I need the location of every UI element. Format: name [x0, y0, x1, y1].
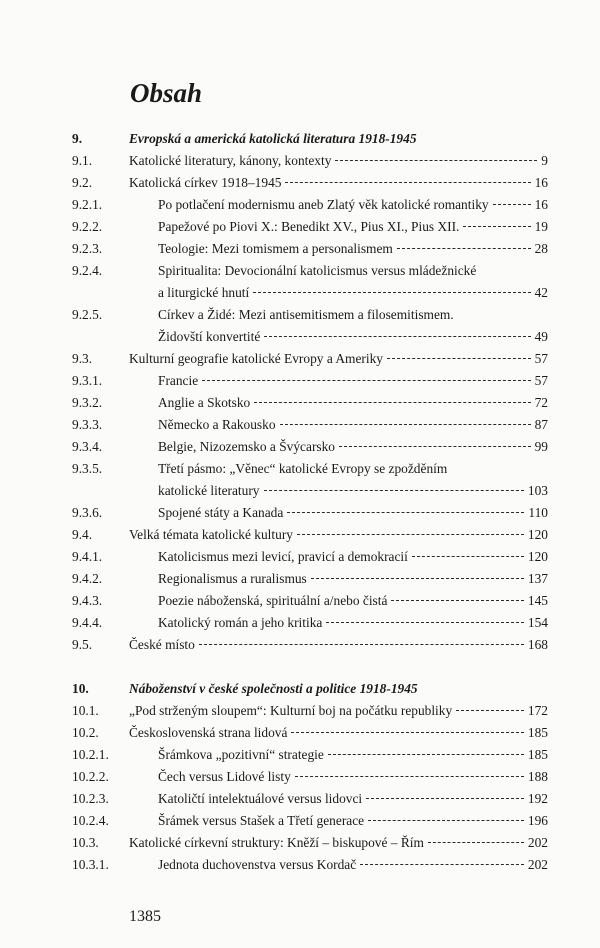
toc-entry-body — [129, 152, 548, 170]
toc-entry-number: 9.3.4. — [72, 439, 103, 454]
toc-entry-title: Německo a Rakousko — [158, 417, 276, 432]
toc-entry-body — [158, 218, 548, 236]
toc-entry-number: 10.1. — [72, 703, 99, 718]
toc-entry-title: Velká témata katolické kultury — [129, 527, 293, 542]
dot-leader — [295, 776, 524, 777]
toc-entry-title: Belgie, Nizozemsko a Švýcarsko — [158, 439, 336, 454]
table-of-contents — [0, 130, 600, 878]
toc-entry-number: 10.2.1. — [72, 747, 109, 762]
toc-entry — [0, 768, 600, 790]
dot-leader — [285, 182, 530, 183]
toc-entry — [0, 856, 600, 878]
toc-entry — [0, 196, 600, 218]
toc-entry-title: Šrámek versus Stašek a Třetí generace — [158, 813, 365, 828]
toc-page-number: 154 — [527, 615, 548, 630]
dot-leader — [253, 292, 530, 293]
toc-entry-title: Po potlačení modernismu aneb Zlatý věk katolické romantiky — [158, 197, 489, 212]
toc-chapter-heading — [0, 130, 600, 152]
toc-entry — [0, 812, 600, 834]
toc-entry-number: 9.1. — [72, 153, 93, 168]
toc-entry-body — [129, 174, 548, 192]
toc-page-number: 99 — [534, 439, 548, 454]
toc-page-number: 202 — [527, 835, 548, 850]
toc-entry-title: Katolická církev 1918–1945 — [129, 175, 282, 190]
dot-leader — [202, 380, 530, 381]
toc-entry-number: 10.3.1. — [72, 857, 109, 872]
toc-entry — [0, 570, 600, 592]
toc-entry-body — [129, 526, 548, 544]
toc-entry — [0, 328, 600, 350]
toc-entry-number: 9.2.3. — [72, 241, 103, 256]
dot-leader — [199, 644, 524, 645]
toc-entry-title: Jednota duchovenstva versus Kordač — [158, 857, 357, 872]
toc-entry-title: Židovští konvertité — [158, 329, 261, 344]
dot-leader — [368, 820, 524, 821]
dot-leader — [291, 732, 523, 733]
toc-entry — [0, 438, 600, 460]
dot-leader — [335, 160, 537, 161]
toc-page-number: 168 — [527, 637, 548, 652]
toc-entry-body — [158, 416, 548, 434]
toc-page-number: 87 — [534, 417, 548, 432]
toc-entry-number: 10. — [72, 681, 89, 696]
toc-entry-body — [158, 284, 548, 302]
toc-page-number: 192 — [527, 791, 548, 806]
toc-entry-title: Regionalismus a ruralismus — [158, 571, 307, 586]
toc-page-number: 57 — [534, 373, 548, 388]
dot-leader — [360, 864, 524, 865]
page-number: 1385 — [129, 908, 161, 925]
toc-entry-number: 10.2.3. — [72, 791, 109, 806]
toc-entry-number: 10.3. — [72, 835, 99, 850]
toc-entry-body — [129, 680, 548, 698]
dot-leader — [280, 424, 531, 425]
toc-entry — [0, 724, 600, 746]
toc-page-number: 196 — [527, 813, 548, 828]
toc-entry-number: 9.2.1. — [72, 197, 103, 212]
toc-entry-body — [158, 768, 548, 786]
toc-page-number: 28 — [534, 241, 548, 256]
toc-page-number: 202 — [527, 857, 548, 872]
toc-chapter-heading — [0, 680, 600, 702]
toc-entry-title: Francie — [158, 373, 199, 388]
dot-leader — [391, 600, 523, 601]
toc-entry-body — [158, 570, 548, 588]
toc-entry — [0, 240, 600, 262]
toc-entry — [0, 152, 600, 174]
toc-entry-body — [158, 504, 548, 522]
toc-entry — [0, 834, 600, 856]
toc-entry-body — [158, 460, 548, 478]
toc-entry-number: 9.3.5. — [72, 461, 103, 476]
toc-entry-number: 9.3.2. — [72, 395, 103, 410]
toc-entry-title: Evropská a americká katolická literatura 1918-1945 — [129, 131, 417, 146]
toc-page-number: 185 — [527, 725, 548, 740]
toc-page-number: 57 — [534, 351, 548, 366]
toc-entry-body — [158, 196, 548, 214]
toc-entry-title: Spiritualita: Devocionální katolicismus versus mládežnické — [158, 263, 477, 278]
toc-page-number: 188 — [527, 769, 548, 784]
toc-entry — [0, 614, 600, 636]
dot-leader — [287, 512, 524, 513]
toc-page-number: 16 — [534, 175, 548, 190]
dot-leader — [254, 402, 530, 403]
dot-leader — [326, 622, 524, 623]
toc-entry — [0, 394, 600, 416]
toc-entry — [0, 790, 600, 812]
toc-entry-title: Katoličtí intelektuálové versus lidovci — [158, 791, 363, 806]
toc-entry-body — [158, 746, 548, 764]
toc-page-number: 172 — [527, 703, 548, 718]
toc-entry — [0, 218, 600, 240]
dot-leader — [387, 358, 531, 359]
toc-entry-title: Katolické církevní struktury: Kněží – biskupové – Řím — [129, 835, 424, 850]
dot-leader — [428, 842, 524, 843]
toc-entry-number: 9.2.2. — [72, 219, 103, 234]
toc-page-number: 185 — [527, 747, 548, 762]
toc-entry-title: České místo — [129, 637, 195, 652]
toc-entry-number: 9.4. — [72, 527, 93, 542]
toc-entry-title: Československá strana lidová — [129, 725, 288, 740]
toc-page-number: 110 — [528, 505, 548, 520]
toc-page-number: 120 — [527, 527, 548, 542]
toc-entry-title: Spojené státy a Kanada — [158, 505, 284, 520]
toc-entry — [0, 306, 600, 328]
toc-entry — [0, 702, 600, 724]
toc-entry-number: 9.3.1. — [72, 373, 103, 388]
toc-entry-number: 9.3. — [72, 351, 93, 366]
toc-entry-title: Papežové po Piovi X.: Benedikt XV., Pius XI., Pius XII. — [158, 219, 460, 234]
toc-entry-body — [158, 482, 548, 500]
toc-entry — [0, 284, 600, 306]
toc-entry — [0, 592, 600, 614]
toc-entry-title: Kulturní geografie katolické Evropy a Ameriky — [129, 351, 383, 366]
toc-entry — [0, 636, 600, 658]
toc-entry-title: Anglie a Skotsko — [158, 395, 251, 410]
toc-entry-title: Šrámkova „pozitivní“ strategie — [158, 747, 324, 762]
dot-leader — [328, 754, 524, 755]
toc-page-number: 49 — [534, 329, 548, 344]
toc-entry — [0, 416, 600, 438]
page-title: Obsah — [130, 78, 203, 108]
toc-entry — [0, 482, 600, 504]
toc-entry-number: 9.3.3. — [72, 417, 103, 432]
toc-entry — [0, 174, 600, 196]
toc-entry-number: 9.2.5. — [72, 307, 103, 322]
toc-entry-body — [129, 834, 548, 852]
toc-entry-body — [129, 636, 548, 654]
dot-leader — [456, 710, 524, 711]
toc-entry-body — [129, 702, 548, 720]
dot-leader — [264, 490, 524, 491]
toc-page-number: 42 — [534, 285, 548, 300]
toc-entry — [0, 504, 600, 526]
toc-entry — [0, 548, 600, 570]
toc-entry-title: Církev a Židé: Mezi antisemitismem a filosemitismem. — [158, 307, 454, 322]
toc-entry-title: Poezie náboženská, spirituální a/nebo čistá — [158, 593, 388, 608]
toc-entry-number: 9.3.6. — [72, 505, 103, 520]
toc-page-number: 72 — [534, 395, 548, 410]
toc-entry — [0, 350, 600, 372]
toc-page-number: 19 — [534, 219, 548, 234]
toc-page-number: 145 — [527, 593, 548, 608]
dot-leader — [264, 336, 530, 337]
dot-leader — [397, 248, 531, 249]
dot-leader — [463, 226, 530, 227]
toc-entry-body — [158, 306, 548, 324]
toc-page-number: 103 — [527, 483, 548, 498]
toc-page-number: 137 — [527, 571, 548, 586]
toc-entry-title: Čech versus Lidové listy — [158, 769, 291, 784]
toc-entry — [0, 460, 600, 482]
toc-entry-body — [158, 372, 548, 390]
dot-leader — [493, 204, 531, 205]
toc-entry-number: 9.4.2. — [72, 571, 103, 586]
dot-leader — [412, 556, 524, 557]
toc-entry-number: 9.5. — [72, 637, 93, 652]
toc-entry-title: Teologie: Mezi tomismem a personalismem — [158, 241, 393, 256]
toc-entry — [0, 262, 600, 284]
dot-leader — [366, 798, 524, 799]
toc-entry-body — [158, 812, 548, 830]
toc-entry-body — [158, 614, 548, 632]
toc-entry-number: 9.4.3. — [72, 593, 103, 608]
toc-page-number: 16 — [534, 197, 548, 212]
toc-entry-title: Třetí pásmo: „Věnec“ katolické Evropy se zpožděním — [158, 461, 448, 476]
toc-entry-number: 10.2.2. — [72, 769, 109, 784]
toc-entry-title: Katolický román a jeho kritika — [158, 615, 323, 630]
toc-entry-body — [158, 592, 548, 610]
toc-entry-body — [158, 240, 548, 258]
toc-entry-number: 9.4.4. — [72, 615, 103, 630]
dot-leader — [311, 578, 524, 579]
toc-entry-body — [158, 328, 548, 346]
toc-entry-body — [158, 548, 548, 566]
toc-entry-title: katolické literatury — [158, 483, 260, 498]
toc-entry-body — [158, 790, 548, 808]
toc-entry — [0, 372, 600, 394]
toc-entry-number: 10.2. — [72, 725, 99, 740]
toc-entry-number: 9.2.4. — [72, 263, 103, 278]
toc-entry-body — [129, 130, 548, 148]
toc-entry-number: 10.2.4. — [72, 813, 109, 828]
dot-leader — [339, 446, 531, 447]
toc-entry-title: Náboženství v české společnosti a politice 1918-1945 — [129, 681, 418, 696]
toc-entry-body — [158, 262, 548, 280]
toc-entry-title: „Pod strženým sloupem“: Kulturní boj na počátku republiky — [129, 703, 453, 718]
toc-entry-body — [158, 394, 548, 412]
toc-entry-body — [158, 856, 548, 874]
toc-page-number: 120 — [527, 549, 548, 564]
toc-entry-number: 9. — [72, 131, 83, 146]
toc-entry-number: 9.2. — [72, 175, 93, 190]
toc-entry-title: a liturgické hnutí — [158, 285, 250, 300]
toc-entry-body — [158, 438, 548, 456]
toc-entry — [0, 746, 600, 768]
toc-entry-title: Katolické literatury, kánony, kontexty — [129, 153, 332, 168]
toc-entry-title: Katolicismus mezi levicí, pravicí a demokracií — [158, 549, 408, 564]
toc-entry-body — [129, 724, 548, 742]
toc-entry — [0, 526, 600, 548]
toc-entry-body — [129, 350, 548, 368]
toc-entry-number: 9.4.1. — [72, 549, 103, 564]
dot-leader — [297, 534, 524, 535]
toc-page-number: 9 — [541, 153, 548, 168]
